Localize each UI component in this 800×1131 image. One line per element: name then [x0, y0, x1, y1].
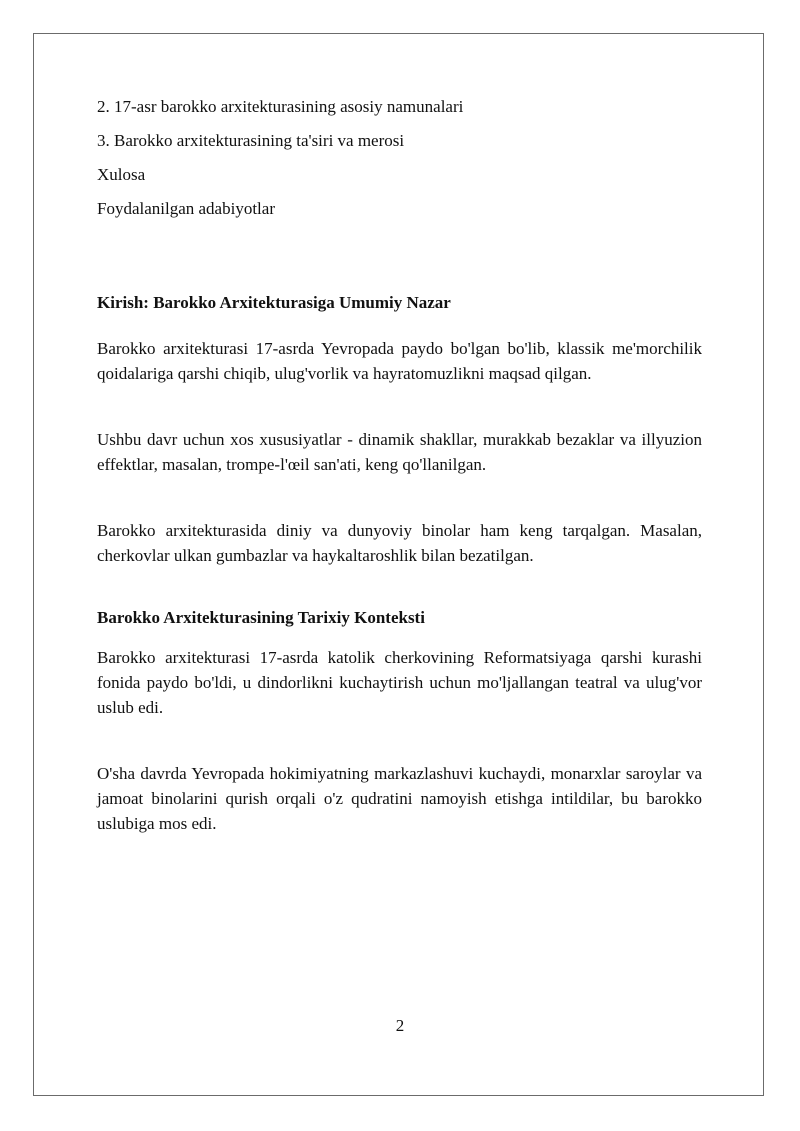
section-heading-introduction: Kirish: Barokko Arxitekturasiga Umumiy Nazar — [97, 293, 451, 312]
toc-item-references: Foydalanilgan adabiyotlar — [97, 199, 275, 218]
paragraph: O'sha davrda Yevropada hokimiyatning markazlashuvi kuchaydi, monarxlar saroylar va jamoat binolarini qurish orqali o'z qudratini namoyish etishga intildilar, bu barokko uslubiga mos edi. — [97, 764, 702, 833]
paragraph: Barokko arxitekturasi 17-asrda Yevropada paydo bo'lgan bo'lib, klassik me'morchilik qoidalariga qarshi chiqib, ulug'vorlik va hayratomuzlikni maqsad qilgan. — [97, 339, 702, 383]
section-heading-historical-context: Barokko Arxitekturasining Tarixiy Konteksti — [97, 608, 425, 627]
paragraph: Barokko arxitekturasida diniy va dunyoviy binolar ham keng tarqalgan. Masalan, cherkovlar ulkan gumbazlar va haykaltaroshlik bilan bezatilgan. — [97, 521, 702, 565]
paragraph: Ushbu davr uchun xos xususiyatlar - dinamik shakllar, murakkab bezaklar va illyuzion effektlar, masalan, trompe-l'œil san'ati, keng qo'llanilgan. — [97, 430, 702, 474]
page-number: 2 — [395, 1016, 405, 1035]
paragraph: Barokko arxitekturasi 17-asrda katolik cherkovining Reformatsiyaga qarshi kurashi fonida paydo bo'ldi, u dindorlikni kuchaytirish uchun mo'ljallangan teatral va ulug'vor uslub edi. — [97, 648, 702, 717]
toc-item-2: 2. 17-asr barokko arxitekturasining asosiy namunalari — [97, 97, 464, 116]
toc-item-3: 3. Barokko arxitekturasining ta'siri va merosi — [97, 131, 405, 150]
page-content — [97, 95, 702, 836]
toc-item-conclusion: Xulosa — [97, 165, 146, 184]
